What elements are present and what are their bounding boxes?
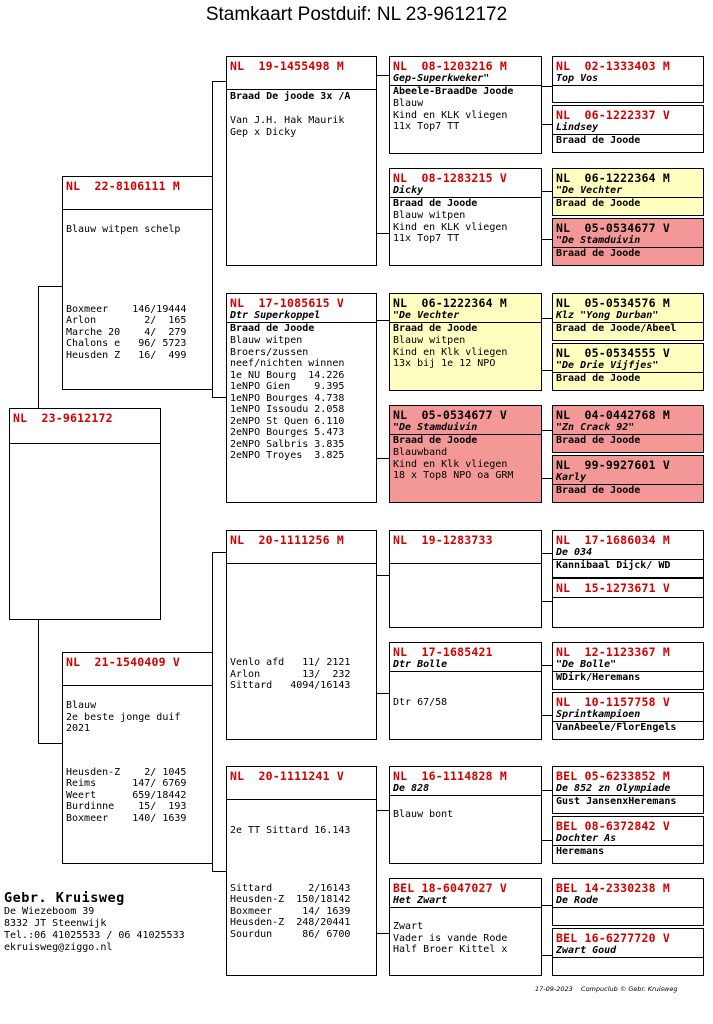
grandmother-maternal-card[interactable]	[226, 766, 377, 976]
breeder-text: Braad de Joode	[230, 323, 315, 334]
pigeon-name: De 828	[390, 783, 541, 796]
great-grandparent-card[interactable]	[389, 293, 542, 391]
ring-number: BEL 16-6277720 V	[556, 931, 670, 945]
ancestor-card[interactable]	[552, 692, 704, 740]
info-line: Vader is vande Rode	[393, 932, 508, 944]
ring-number: NL 20-1111256 M	[230, 533, 344, 547]
connector	[541, 239, 552, 240]
ring-number: NL 04-0442768 M	[556, 408, 670, 422]
info-line: neef/nichten winnen	[230, 358, 345, 369]
breeder-info	[4, 890, 185, 954]
ancestor-card[interactable]	[552, 105, 704, 153]
breeder-text: Braad de Joode	[556, 435, 641, 446]
connector	[376, 693, 389, 694]
footer-text: 17-09-2023 Compuclub © Gebr. Kruisweg	[535, 985, 678, 993]
result-line: Boxmeer 14/ 1639	[230, 905, 351, 917]
result-line: 1eNPO Bourges 4.738	[230, 392, 345, 404]
result-line: Sittard 4094/16143	[230, 680, 351, 691]
result-line: Boxmeer 146/19444	[66, 303, 187, 315]
result-line: 2eNPO Bourges 5.473	[230, 427, 345, 438]
pigeon-name: Lindsey	[553, 122, 703, 135]
connector	[376, 810, 389, 811]
info-line: Blauw	[393, 98, 424, 109]
breeder-address: De Wiezeboom 39	[4, 906, 95, 917]
pigeon-name: Dicky	[390, 185, 541, 198]
connector	[541, 905, 552, 906]
pigeon-name: "De Bolle"	[553, 659, 703, 672]
great-grandparent-card[interactable]	[389, 530, 542, 628]
info-line: 2e TT Sittard 16.143	[230, 825, 351, 836]
breeder-text: Braad de Joode	[556, 373, 641, 384]
grandfather-maternal-card[interactable]	[226, 530, 377, 740]
ancestor-card[interactable]	[552, 766, 704, 814]
result-line: 1e NU Bourg 14.226	[230, 369, 345, 381]
connector	[541, 86, 552, 87]
info-line: Blauw witpen	[393, 335, 466, 346]
great-grandparent-card[interactable]	[389, 168, 542, 266]
info-line: Kind en Klk vliegen	[393, 346, 508, 358]
breeder-text: Braad De joode 3x /A	[230, 91, 351, 102]
info-line: 11x Top7 TT	[393, 233, 460, 244]
result-line: Arlon 13/ 232	[230, 668, 351, 680]
connector	[541, 370, 552, 371]
breeder-text: Braad de Joode	[393, 435, 478, 446]
connector	[541, 715, 552, 716]
result-line: Chalons e 96/ 5723	[66, 338, 187, 349]
ancestor-card[interactable]	[552, 405, 704, 453]
great-grandparent-card[interactable]	[389, 766, 542, 864]
ring-number: NL 19-1283733	[393, 533, 493, 547]
info-line: Van J.H. Hak Maurik	[230, 115, 345, 126]
mother-card[interactable]	[62, 652, 213, 864]
result-line: 2eNPO St Quen 6.110	[230, 415, 345, 427]
page-title: Stamkaart Postduif: NL 23-9612172	[205, 4, 508, 25]
ring-number: NL 21-1540409 V	[66, 655, 180, 669]
ring-number: NL 06-1222364 M	[556, 171, 670, 185]
ring-number: BEL 14-2330238 M	[556, 881, 670, 895]
breeder-text: Braad de Joode	[556, 248, 641, 259]
ring-number: NL 17-1085615 V	[230, 296, 344, 310]
connector	[376, 75, 389, 76]
result-line: Arlon 2/ 165	[66, 315, 187, 326]
ancestor-card[interactable]	[552, 56, 704, 103]
grandfather-paternal-card[interactable]	[226, 56, 377, 266]
subject-card[interactable]	[9, 408, 161, 620]
breeder-text: Braad de Joode	[393, 198, 478, 209]
info-line: 13x bij 1e 12 NPO	[393, 358, 496, 369]
connector	[38, 286, 62, 287]
result-line: Heusden Z 16/ 499	[66, 349, 187, 361]
connector	[541, 601, 552, 602]
connector	[541, 840, 552, 841]
info-line: Broers/zussen	[230, 346, 309, 358]
info-line: Gep x Dicky	[230, 126, 297, 138]
info-line: 18 x Top8 NPO oa GRM	[393, 470, 514, 481]
ring-number: NL 23-9612172	[13, 411, 113, 425]
ring-number: NL 20-1111241 V	[230, 769, 344, 783]
ancestor-card[interactable]	[552, 343, 704, 391]
ancestor-card[interactable]	[552, 530, 704, 578]
connector	[541, 124, 552, 125]
pigeon-name: "De Stamduivin	[390, 422, 541, 435]
connector	[541, 318, 552, 319]
info-line: Kind en KLK vliegen	[393, 109, 508, 121]
color-text: Blauw	[66, 700, 97, 711]
breeder-text: Abeele-BraadDe Joode	[393, 86, 514, 97]
connector	[376, 933, 389, 934]
ring-number: NL 05-0534677 V	[393, 408, 507, 422]
result-line: Heusden-Z 2/ 1045	[66, 766, 187, 778]
ring-number: NL 17-1685421	[393, 645, 493, 659]
pigeon-name: Het Zwart	[390, 895, 541, 908]
result-line: 2eNPO Salbris 3.835	[230, 438, 345, 450]
breeder-text: Braad de Joode/Abeel	[556, 323, 677, 334]
info-line: Half Broer Kittel x	[393, 944, 508, 955]
ancestor-card[interactable]	[552, 168, 704, 216]
connector	[212, 397, 226, 398]
grandmother-paternal-card[interactable]	[226, 293, 377, 503]
breeder-text: Heremans	[556, 846, 605, 857]
ancestor-card[interactable]	[552, 642, 704, 690]
pigeon-name: De 034	[553, 547, 703, 560]
pigeon-name: Top Vos	[553, 73, 703, 86]
ring-number: NL 99-9927601 V	[556, 458, 670, 472]
breeder-postcode: 8332 JT Steenwijk	[4, 918, 107, 929]
connector	[38, 743, 62, 744]
info-line: 11x Top7 TT	[393, 121, 460, 132]
pigeon-name: Gep-Superkweker"	[390, 73, 541, 86]
result-line: Heusden-Z 150/18142	[230, 894, 351, 905]
result-line: Burdinne 15/ 193	[66, 801, 187, 812]
ring-number: NL 06-1222364 M	[393, 296, 507, 310]
info-line: Kind en KLK vliegen	[393, 221, 508, 233]
ancestor-card[interactable]	[552, 218, 704, 266]
ancestor-card[interactable]	[552, 293, 704, 341]
pigeon-name: "De Vechter	[390, 310, 541, 323]
connector	[212, 871, 226, 872]
ancestor-card[interactable]	[552, 878, 704, 926]
info-line: Blauw witpen	[393, 210, 466, 221]
connector	[541, 430, 552, 431]
ring-number: BEL 08-6372842 V	[556, 819, 670, 833]
ring-number: NL 05-0534555 V	[556, 346, 670, 360]
ancestor-card[interactable]	[552, 455, 704, 503]
ring-number: NL 08-1283215 V	[393, 171, 507, 185]
breeder-text: Braad de Joode	[556, 198, 641, 209]
connector	[541, 478, 552, 479]
connector	[212, 552, 226, 553]
info-line: 2021	[66, 723, 91, 734]
breeder-text: Kannibaal Dijck/ WD	[556, 560, 671, 571]
ring-number: NL 19-1455498 M	[230, 59, 344, 73]
connector	[541, 191, 552, 192]
great-grandparent-card[interactable]	[389, 405, 542, 503]
info-line: Blauwband	[393, 447, 448, 458]
pigeon-name: Zwart Goud	[553, 945, 703, 958]
ring-number: NL 02-1333403 M	[556, 59, 670, 73]
ring-number: NL 16-1114828 M	[393, 769, 507, 783]
pigeon-name: "De Drie Vijfjes"	[553, 360, 703, 373]
ring-number: NL 05-0534576 M	[556, 296, 670, 310]
connector	[376, 233, 389, 234]
ancestor-card[interactable]	[552, 578, 704, 628]
ring-number: BEL 18-6047027 V	[393, 881, 507, 895]
info-line: Blauw witpen	[230, 335, 303, 346]
ancestor-card[interactable]	[552, 928, 704, 976]
breeder-text: Braad de Joode	[393, 323, 478, 334]
pigeon-name: De Rode	[553, 895, 703, 908]
breeder-text: Braad de Joode	[556, 135, 641, 146]
info-line: Blauw bont	[393, 809, 454, 820]
ancestor-card[interactable]	[552, 816, 704, 864]
ring-number: NL 12-1123367 M	[556, 645, 670, 659]
color-text: Blauw witpen schelp	[66, 224, 181, 235]
great-grandparent-card[interactable]	[389, 56, 542, 154]
connector	[541, 665, 552, 666]
connector	[376, 575, 389, 576]
breeder-text: Gust JansenxHeremans	[556, 796, 677, 807]
connector	[376, 320, 389, 321]
ring-number: NL 05-0534677 V	[556, 221, 670, 235]
result-line: Boxmeer 140/ 1639	[66, 812, 187, 824]
result-line: Sittard 2/16143	[230, 882, 351, 894]
great-grandparent-card[interactable]	[389, 642, 542, 740]
result-line: Venlo afd 11/ 2121	[230, 657, 351, 668]
breeder-name: Gebr. Kruisweg	[4, 890, 125, 906]
ring-number: BEL 05-6233852 M	[556, 769, 670, 783]
info-line: Dtr 67/58	[393, 697, 448, 708]
ring-number: NL 06-1222337 V	[556, 108, 670, 122]
info-line: Zwart	[393, 921, 424, 932]
great-grandparent-card[interactable]	[389, 878, 542, 976]
pigeon-name: De 852 zn Olympiade	[553, 783, 703, 796]
result-line: Heusden-Z 248/20441	[230, 917, 351, 928]
connector	[376, 458, 389, 459]
connector	[212, 81, 226, 82]
connector	[541, 955, 552, 956]
pigeon-name: "Zn Crack 92"	[553, 422, 703, 435]
info-line: 2e beste jonge duif	[66, 711, 181, 723]
result-line: 1eNPO Gien 9.395	[230, 381, 345, 392]
result-line: Weert 659/18442	[66, 789, 187, 801]
pigeon-name: Dtr Bolle	[390, 659, 541, 672]
pigeon-name: "De Vechter	[553, 185, 703, 198]
breeder-text: VanAbeele/FlorEngels	[556, 722, 677, 733]
pigeon-name: Dochter As	[553, 833, 703, 846]
result-line: 1eNPO Issoudu 2.058	[230, 404, 345, 415]
connector	[541, 553, 552, 554]
breeder-phone: Tel.:06 41025533 / 06 41025533	[4, 930, 185, 941]
result-line: 2eNPO Troyes 3.825	[230, 450, 345, 461]
ring-number: NL 15-1273671 V	[556, 581, 670, 595]
connector	[541, 790, 552, 791]
pigeon-name: Klz "Yong Durban"	[553, 310, 703, 323]
ring-number: NL 08-1203216 M	[393, 59, 507, 73]
breeder-email: ekruisweg@ziggo.nl	[4, 942, 113, 953]
result-line: Reims 147/ 6769	[66, 778, 187, 789]
ring-number: NL 17-1686034 M	[556, 533, 670, 547]
result-line: Marche 20 4/ 279	[66, 326, 187, 338]
father-card[interactable]	[62, 176, 213, 390]
info-line: Kind en Klk vliegen	[393, 458, 508, 470]
ring-number: NL 22-8106111 M	[66, 179, 180, 193]
pigeon-name: Karly	[553, 472, 703, 485]
result-line: Sourdun 86/ 6700	[230, 928, 351, 940]
breeder-text: Braad de Joode	[556, 485, 641, 496]
pigeon-name: Dtr Superkoppel	[227, 310, 376, 323]
breeder-text: WDirk/Heremans	[556, 672, 641, 683]
pigeon-name: Sprintkampioen	[553, 709, 703, 722]
pigeon-name: "De Stamduivin	[553, 235, 703, 248]
ring-number: NL 10-1157758 V	[556, 695, 670, 709]
